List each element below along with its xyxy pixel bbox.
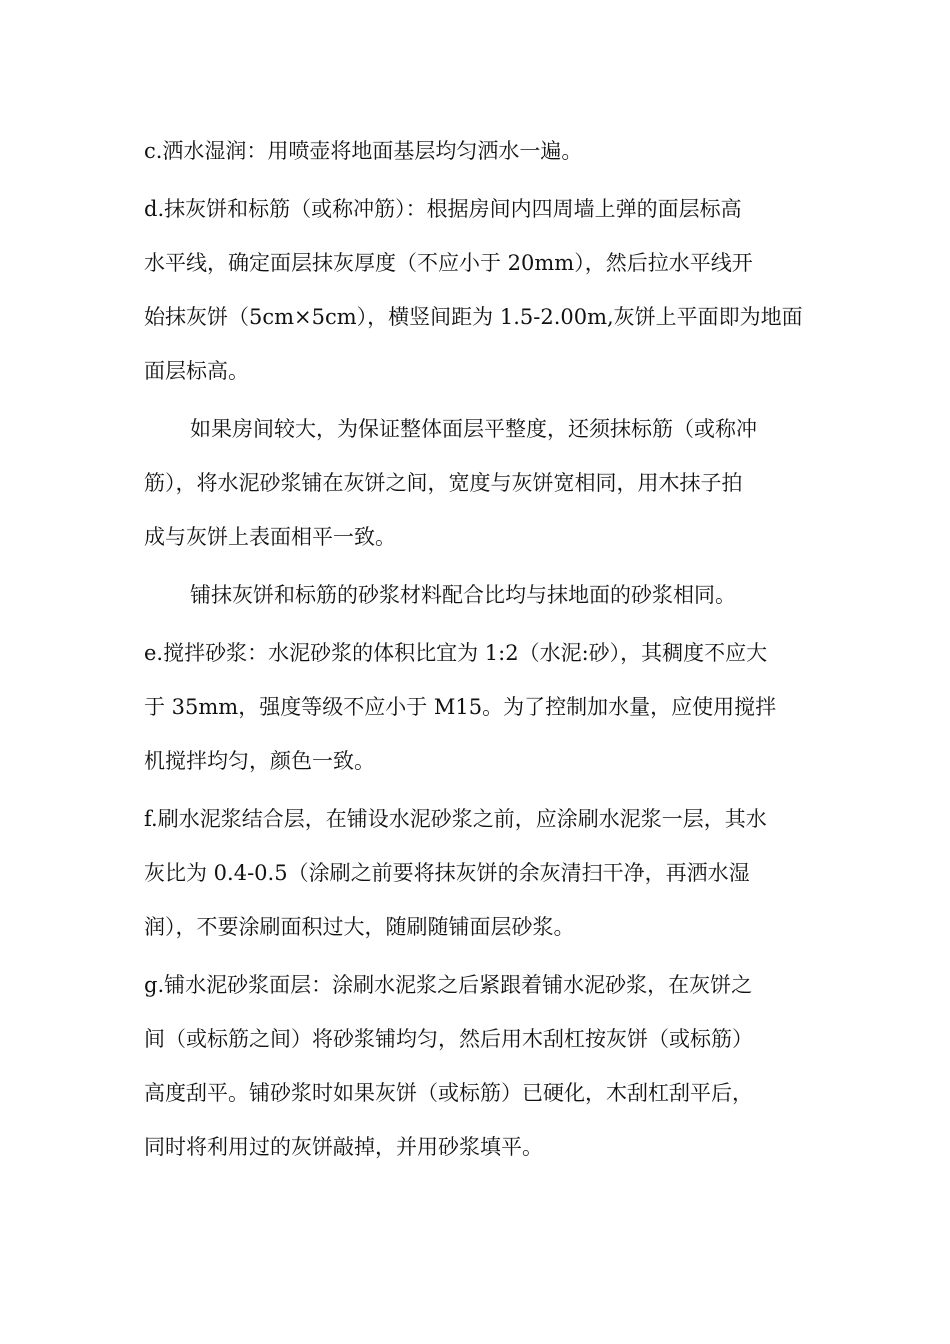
paragraph-c-watering [144,124,812,178]
text-line: 润），不要涂刷面积过大，随刷随铺面层砂浆。 [144,915,575,939]
text-line: c.洒水湿润：用喷壶将地面基层均匀洒水一遍。 [144,139,583,163]
paragraph-mortar-mix-note [144,568,812,622]
text-line: 始抹灰饼（5cm×5cm），横竖间距为 1.5-2.00m,灰饼上平面即为地面 [144,305,803,329]
text-line: 如果房间较大，为保证整体面层平整度，还须抹标筋（或称冲 [190,417,757,441]
paragraph-g-surface-layer [144,958,812,1174]
text-line: 于 35mm，强度等级不应小于 M15。为了控制加水量，应使用搅拌 [144,695,777,719]
text-line: g.铺水泥砂浆面层：涂刷水泥浆之后紧跟着铺水泥砂浆，在灰饼之 [144,973,753,997]
text-line: d.抹灰饼和标筋（或称冲筋）：根据房间内四周墙上弹的面层标高 [144,197,742,221]
paragraph-f-bonding-layer [144,792,812,954]
text-line: f.刷水泥浆结合层，在铺设水泥砂浆之前，应涂刷水泥浆一层，其水 [144,807,767,831]
text-line: 成与灰饼上表面相平一致。 [144,525,396,549]
paragraph-large-room-note [144,402,812,564]
text-line: 水平线，确定面层抹灰厚度（不应小于 20mm），然后拉水平线开 [144,251,753,275]
paragraph-e-mixing-mortar [144,626,812,788]
text-line: 机搅拌均匀，颜色一致。 [144,749,375,773]
text-line: 面层标高。 [144,359,249,383]
text-line: 灰比为 0.4-0.5（涂刷之前要将抹灰饼的余灰清扫干净，再洒水湿 [144,861,750,885]
text-line: 筋），将水泥砂浆铺在灰饼之间，宽度与灰饼宽相同，用木抹子拍 [144,471,743,495]
text-line: 高度刮平。铺砂浆时如果灰饼（或标筋）已硬化，木刮杠刮平后， [144,1081,753,1105]
text-line: 间（或标筋之间）将砂浆铺均匀，然后用木刮杠按灰饼（或标筋） [144,1027,753,1051]
text-line: e.搅拌砂浆：水泥砂浆的体积比宜为 1:2（水泥:砂），其稠度不应大 [144,641,768,665]
text-line: 铺抹灰饼和标筋的砂浆材料配合比均与抹地面的砂浆相同。 [190,583,736,607]
paragraph-d-plaster-cakes [144,182,812,398]
document-body [144,124,812,1178]
text-line: 同时将利用过的灰饼敲掉，并用砂浆填平。 [144,1135,543,1159]
